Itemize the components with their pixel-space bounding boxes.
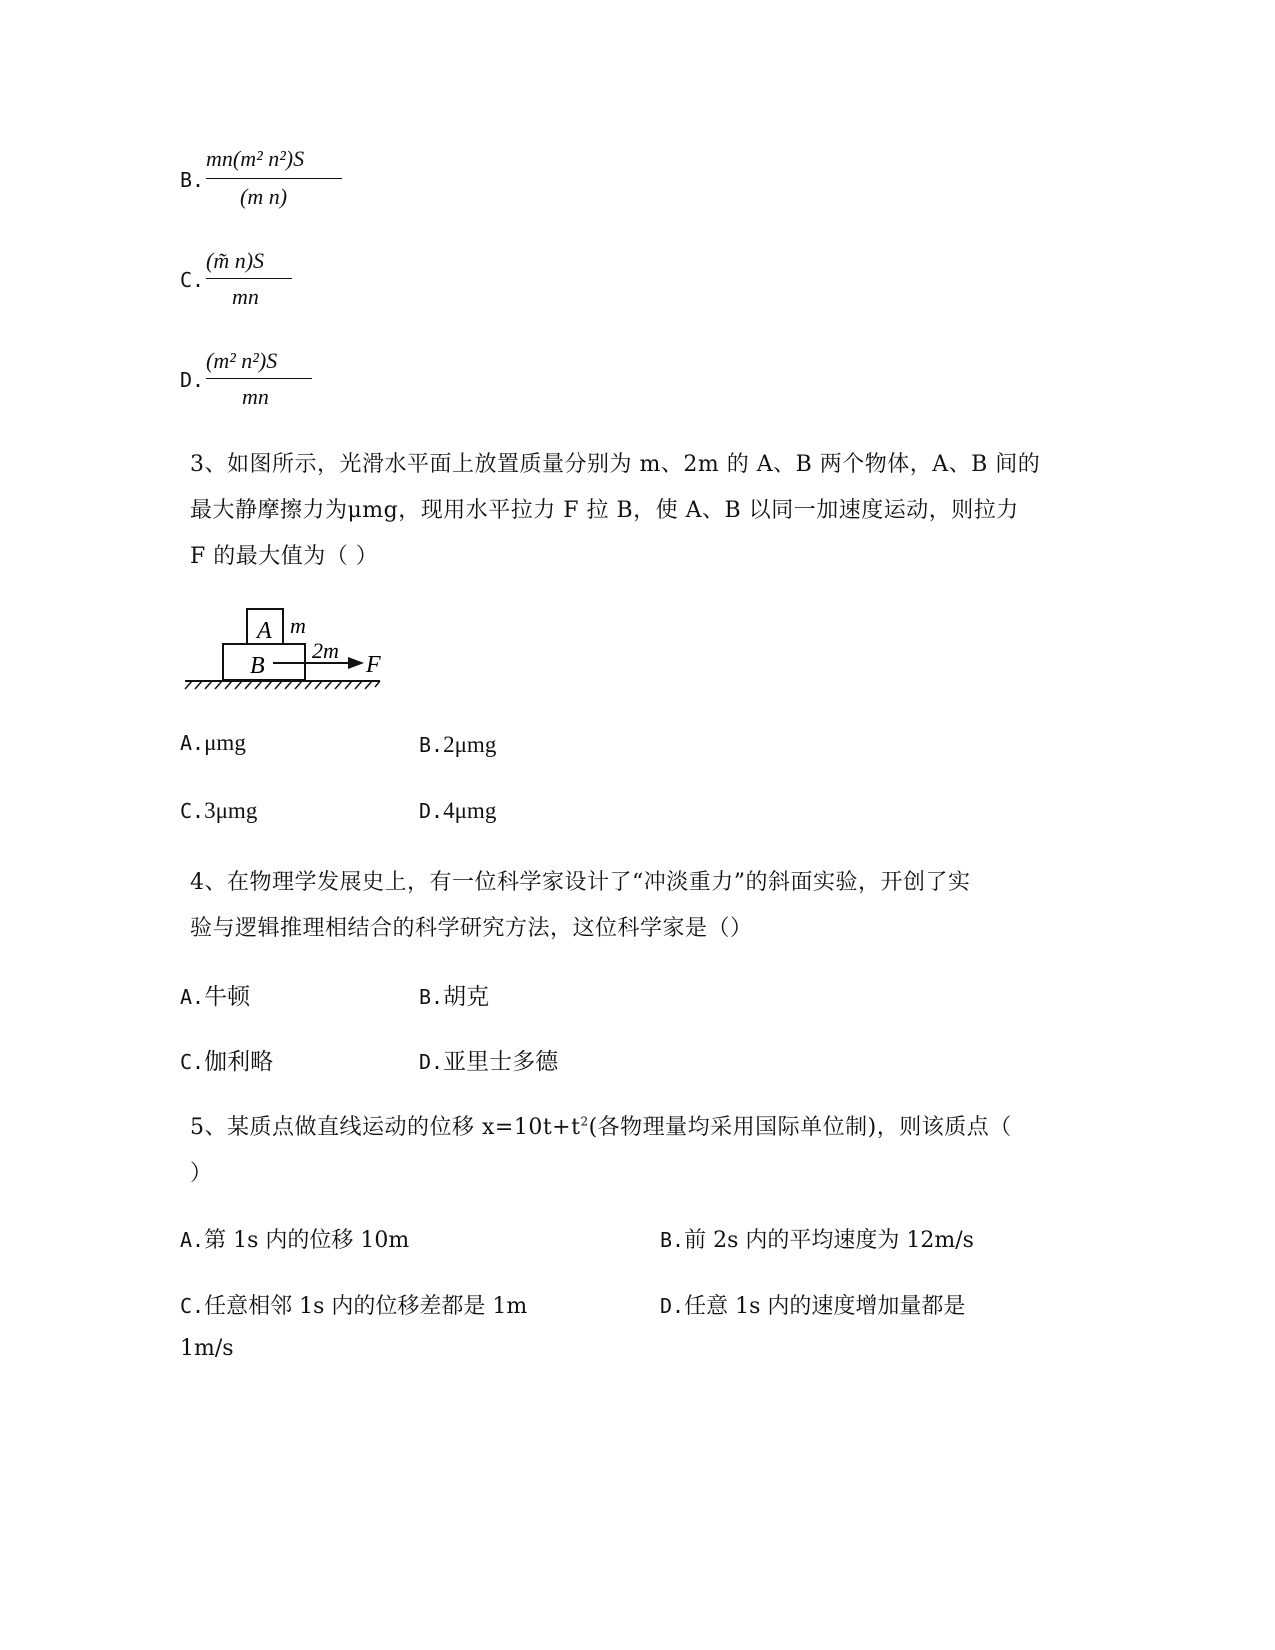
option-text: 胡克 (443, 984, 490, 1010)
option-label: B. (419, 733, 444, 757)
option-label: C. (180, 1050, 205, 1074)
option-label: A. (180, 1228, 205, 1252)
option-label: B. (180, 168, 205, 192)
q3-text-line: F 的最大值为（ ） (190, 544, 379, 569)
option-label: C. (180, 799, 205, 823)
option-text: 牛顿 (204, 984, 251, 1010)
q3-option-c (180, 798, 257, 824)
q3-option-d (419, 798, 496, 824)
q5-option-a (180, 1223, 409, 1254)
mass-b-label: 2m (312, 638, 339, 663)
block-a-label: A (257, 618, 272, 644)
block-b-label: B (250, 653, 265, 679)
q4-option-c (180, 1043, 273, 1076)
fraction-denominator: mn (232, 284, 259, 309)
q5-text-line (190, 1110, 1012, 1141)
fraction (206, 348, 326, 418)
fraction-numerator: (m² n²)S (206, 348, 278, 373)
option-label: C. (180, 1294, 205, 1318)
option-label: A. (180, 985, 205, 1009)
fraction-numerator: mn(m² n²)S (206, 146, 305, 171)
fraction (206, 248, 306, 318)
option-label: D. (660, 1294, 685, 1318)
force-label: F (366, 652, 381, 678)
option-text: 3μmg (204, 798, 258, 823)
option-label: D. (180, 368, 205, 392)
q4-option-d (419, 1043, 558, 1076)
q3-text-line: 3、如图所示，光滑水平面上放置质量分别为 m、2m 的 A、B 两个物体，A、B 间的 (190, 452, 1041, 477)
option-label: B. (660, 1228, 685, 1252)
q4-option-a (180, 978, 250, 1011)
q3-option-b (419, 732, 496, 758)
mass-a-label: m (290, 613, 306, 638)
q5-text-line: ） (190, 1161, 213, 1186)
q5-option-d-continued: 1m/s (180, 1336, 234, 1361)
q5-text-post: (各物理量均采用国际单位制)，则该质点（ (588, 1115, 1012, 1140)
fraction-denominator: (m n) (240, 184, 288, 209)
q5-option-b (660, 1223, 974, 1254)
blocks-diagram (180, 600, 390, 695)
fraction-bar (206, 178, 342, 179)
option-label: A. (180, 731, 205, 755)
option-text: 2μmg (443, 732, 497, 757)
option-text: 亚里士多德 (443, 1049, 559, 1075)
q4-option-b (419, 978, 489, 1011)
option-text: 前 2s 内的平均速度为 12m/s (684, 1228, 974, 1253)
option-label: D. (419, 1050, 444, 1074)
option-text: 任意 1s 内的速度增加量都是 (684, 1294, 966, 1319)
fraction (206, 146, 346, 216)
option-text: 4μmg (443, 798, 497, 823)
q5-exponent: 2 (580, 1114, 589, 1129)
fraction-bar (206, 278, 292, 279)
q5-option-c (180, 1289, 527, 1320)
option-text: 第 1s 内的位移 10m (204, 1228, 410, 1253)
fraction-numerator: (m̃ n)S (206, 248, 265, 273)
option-text: μmg (204, 730, 246, 755)
arrow-head-icon (348, 657, 364, 669)
option-label: D. (419, 799, 444, 823)
q3-option-a (180, 730, 246, 756)
q5-option-d (660, 1289, 965, 1320)
option-text: 伽利略 (204, 1049, 274, 1075)
fraction-denominator: mn (242, 384, 269, 409)
option-text: 任意相邻 1s 内的位移差都是 1m (204, 1294, 528, 1319)
q3-text-line: 最大静摩擦力为μmg，现用水平拉力 F 拉 B，使 A、B 以同一加速度运动，则拉力 (190, 498, 1019, 523)
q4-text-line: 4、在物理学发展史上，有一位科学家设计了“冲淡重力”的斜面实验，开创了实 (190, 870, 971, 895)
option-label: B. (419, 985, 444, 1009)
q4-text-line: 验与逻辑推理相结合的科学研究方法，这位科学家是（） (190, 916, 753, 941)
ground-hatching (185, 681, 380, 689)
option-label: C. (180, 268, 205, 292)
fraction-bar (206, 378, 312, 379)
q5-text-pre: 5、某质点做直线运动的位移 x=10t+t (190, 1115, 581, 1140)
